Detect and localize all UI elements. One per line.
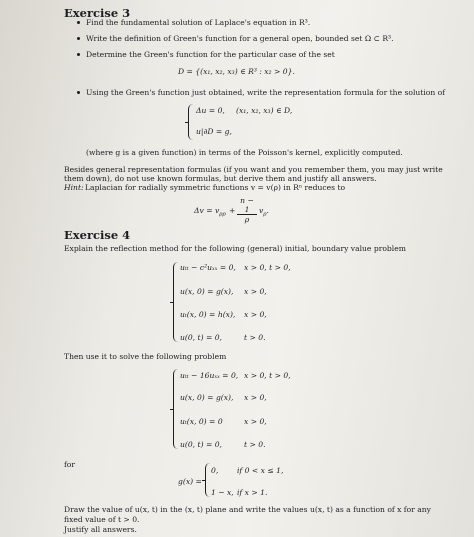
laplace-equation: Δu = 0, <box>196 106 225 115</box>
initial-displacement: u(x, 0) = g(x), <box>180 287 234 296</box>
draw-line-1: Draw the value of u(x, t) in the (x, t) plane and write the values u(x, t) as a function of x for any <box>64 505 431 514</box>
set-d-formula: D = {(x₁, x₂, x₃) ∈ R³ : x₂ > 0}. <box>178 67 295 76</box>
g-case-1-value: 0, <box>211 466 219 475</box>
radial-fraction: $\frac{n - 1}{\rho}$ <box>237 196 257 224</box>
initial-velocity-2-condition: x > 0, <box>244 417 267 426</box>
wave-condition-16: x > 0, t > 0, <box>244 371 291 380</box>
boundary-value-condition: t > 0. <box>244 333 266 342</box>
radial-tail: $v_\rho$. <box>259 206 269 218</box>
boundary-condition: u|∂D = g, <box>196 127 232 136</box>
poisson-note: (where g is a given function) in terms of the Poisson's kernel, explicitly computed. <box>86 148 403 157</box>
boundary-value-2-condition: t > 0. <box>244 440 266 449</box>
domain-condition: (x₁, x₂, x₃) ∈ D, <box>236 106 293 115</box>
initial-displacement-2-condition: x > 0, <box>244 393 267 402</box>
exercise-4-title: Exercise 4 <box>64 228 131 242</box>
boundary-value: u(0, t) = 0, <box>180 333 222 342</box>
bullet-icon <box>77 91 80 94</box>
draw-line-3: Justify all answers. <box>64 525 137 534</box>
bullet-icon <box>77 37 80 40</box>
g-case-2-condition: if x > 1. <box>237 488 268 497</box>
system-brace <box>188 104 195 140</box>
initial-displacement-2: u(x, 0) = g(x), <box>180 393 234 402</box>
g-case-1-condition: if 0 < x ≤ 1, <box>237 466 284 475</box>
para-line-1: Besides general representation formulas (if you want and you remember them, you may just write <box>64 165 443 174</box>
then-text: Then use it to solve the following problem <box>64 352 227 361</box>
bullet-icon <box>77 53 80 56</box>
hint-text: Laplacian for radially symmetric functions v = v(ρ) in Rⁿ reduces to <box>85 183 346 192</box>
initial-velocity-condition: x > 0, <box>244 310 267 319</box>
boundary-value-2: u(0, t) = 0, <box>180 440 222 449</box>
hint-label: Hint: <box>64 183 84 192</box>
for-text: for <box>64 460 76 469</box>
system-brace <box>173 262 180 342</box>
g-case-2-value: 1 − x, <box>211 488 234 497</box>
wave-equation-16: uₜₜ − 16uₓₓ = 0, <box>180 371 239 380</box>
ex3-bullet-2: Write the definition of Green's function for a general open, bounded set Ω ⊂ R³. <box>86 34 394 43</box>
exercise-3-title: Exercise 3 <box>64 6 131 20</box>
g-definition-lhs: g(x) = <box>178 477 202 486</box>
initial-velocity: uₜ(x, 0) = h(x), <box>180 310 236 319</box>
wave-equation: uₜₜ − c²uₓₓ = 0, <box>180 263 236 272</box>
draw-line-2: fixed value of t > 0. <box>64 515 140 524</box>
ex4-intro: Explain the reflection method for the following (general) initial, boundary value problem <box>64 244 406 253</box>
radial-lhs: $\Delta v = v_{\rho\rho}$ <box>194 206 226 218</box>
ex3-bullet-4: Using the Green's function just obtained, write the representation formula for the solution of <box>86 88 446 97</box>
radial-plus: + <box>229 206 236 215</box>
wave-condition: x > 0, t > 0, <box>244 263 291 272</box>
para-line-2: them down), do not use known formulas, but derive them and justify all answers. <box>64 174 377 183</box>
bullet-icon <box>77 21 80 24</box>
ex3-bullet-3: Determine the Green's function for the particular case of the set <box>86 50 335 59</box>
initial-displacement-condition: x > 0, <box>244 287 267 296</box>
system-brace <box>173 369 180 449</box>
initial-velocity-2: uₜ(x, 0) = 0 <box>180 417 223 426</box>
ex3-bullet-1: Find the fundamental solution of Laplace's equation in R³. <box>86 18 311 27</box>
